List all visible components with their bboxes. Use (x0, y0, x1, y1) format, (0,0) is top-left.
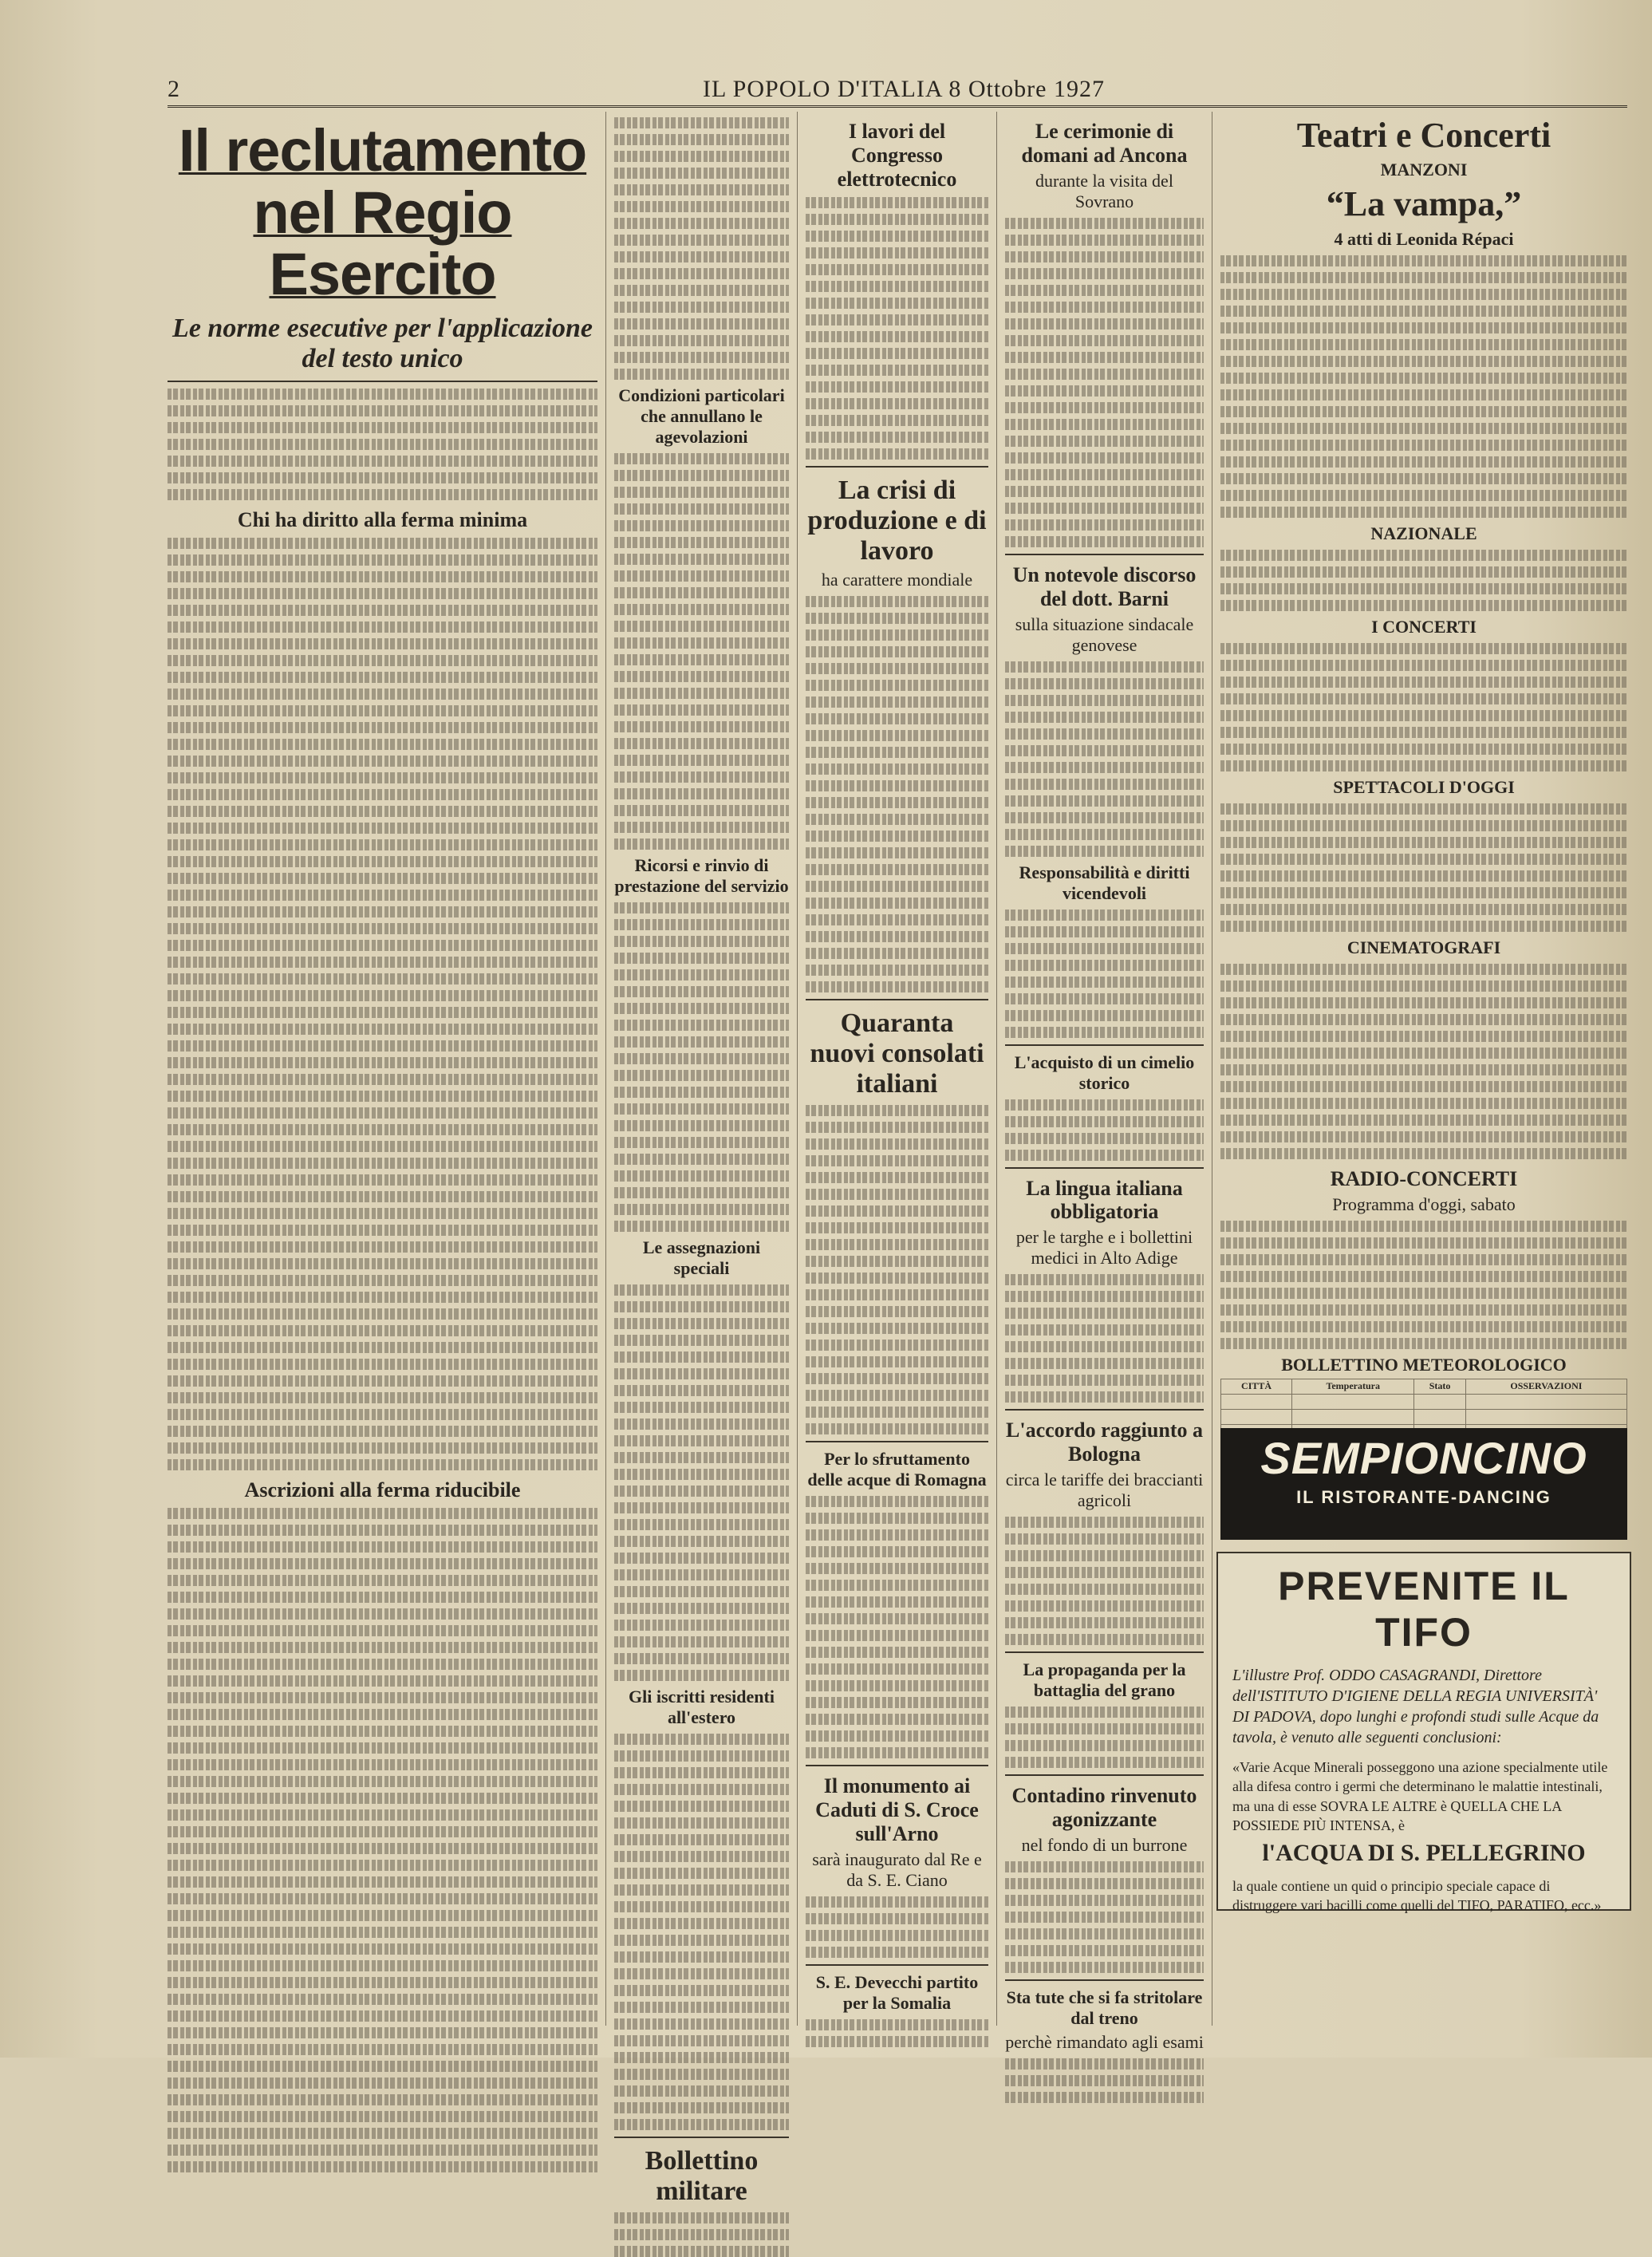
article-headline: L'acquisto di un cimelio storico (1014, 1052, 1195, 1093)
weather-header: OSSERVAZIONI (1465, 1379, 1626, 1394)
section-heading: SPETTACOLI D'OGGI (1333, 776, 1515, 797)
ad-brand: l'ACQUA DI S. PELLEGRINO (1262, 1840, 1586, 1867)
column-lead-article (160, 112, 606, 2026)
lead-headline: Il reclutamento nel Regio Esercito (178, 117, 587, 308)
theater-name: MANZONI (1380, 160, 1468, 180)
ad-sempioncino-name: SEMPIONCINO (1260, 1433, 1587, 1483)
article-subhead: sarà inaugurato dal Re e da S. E. Ciano (812, 1849, 982, 1890)
ad-title: PREVENITE IL TIFO (1278, 1564, 1570, 1655)
article-headline: L'accordo raggiunto a Bologna (1006, 1419, 1203, 1466)
article-subhead: sulla situazione sindacale genovese (1015, 614, 1194, 655)
section-heading: Le assegnazioni speciali (642, 1237, 761, 1278)
section-heading: Ricorsi e rinvio di prestazione del servizio (614, 855, 789, 896)
article-headline: I lavori del Congresso elettrotecnico (837, 120, 957, 191)
article-subhead: circa le tariffe dei braccianti agricoli (1005, 1470, 1204, 1511)
section-title-theater: Teatri e Concerti (1296, 116, 1551, 155)
article-headline: Le cerimonie di domani ad Ancona (1021, 120, 1188, 167)
article-headline: Sta tute che si fa stritolare dal treno (1006, 1987, 1203, 2028)
lead-subhead: Le norme esecutive per l'applicazione del testo unico (172, 314, 593, 374)
article-subhead: durante la visita del Sovrano (1035, 170, 1173, 211)
article-headline: La propaganda per la battaglia del grano (1023, 1659, 1186, 1701)
ad-prevenite-il-tifo (1216, 1552, 1631, 1914)
section-heading: CINEMATOGRAFI (1346, 937, 1501, 957)
article-headline: Un notevole discorso del dott. Barni (1012, 562, 1197, 610)
ad-sempioncino (1220, 1428, 1627, 1540)
ad-tail: la quale contiene un quid o principio speciale capace di distruggere vari bacilli come quelli del TIFO, PARATIFO, ecc.» (1232, 1878, 1602, 1914)
masthead (168, 73, 1627, 108)
ad-sempioncino-tagline: IL RISTORANTE-DANCING (1296, 1487, 1551, 1507)
section-heading: Gli iscritti residenti all'estero (629, 1687, 775, 1727)
bulletin-headline: Bollettino militare (645, 2146, 759, 2207)
column-four (997, 112, 1212, 2052)
weather-header: CITTÀ (1221, 1379, 1292, 1394)
section-heading: Chi ha diritto alla ferma minima (237, 508, 528, 532)
article-subhead: perchè rimandato agli esami (1005, 2031, 1204, 2052)
column-three (798, 112, 997, 2026)
weather-header: Stato (1414, 1379, 1465, 1394)
article-subhead: nel fondo di un burrone (1021, 1834, 1188, 1855)
section-heading: Condizioni particolari che annullano le agevolazioni (618, 385, 785, 447)
article-headline: S. E. Devecchi partito per la Somalia (815, 1971, 979, 2013)
article-headline: Per lo sfruttamento delle acque di Romagna (807, 1449, 987, 1490)
article-subhead: per le targhe e i bollettini medici in Alto Adige (1015, 1227, 1193, 1269)
section-heading: Ascrizioni alla ferma riducibile (244, 1478, 521, 1502)
section-heading: Responsabilità e diritti vicendevoli (1019, 862, 1190, 903)
play-subtitle: 4 atti di Leonida Répaci (1334, 228, 1514, 249)
play-title: “La vampa,” (1326, 184, 1522, 224)
ad-quote: «Varie Acque Minerali posseggono una azione specialmente utile alla difesa contro i germi che determinano le malattie intestinali, ma una di esse SOVRA LE ALTRE è QUELLA CHE LA POSSIEDE PIÙ INTENSA, è (1232, 1759, 1608, 1833)
article-headline: La lingua italiana obbligatoria (1026, 1176, 1183, 1224)
column-two (606, 112, 798, 2207)
column-theater (1212, 112, 1635, 1499)
masthead-title: IL POPOLO D'ITALIA 8 Ottobre 1927 (702, 76, 1105, 102)
article-headline: Quaranta nuovi consolati italiani (810, 1008, 984, 1099)
section-subheading: Programma d'oggi, sabato (1332, 1194, 1516, 1214)
weather-header: Temperatura (1292, 1379, 1414, 1394)
page-number: 2 (168, 76, 180, 102)
ad-body: L'illustre Prof. ODDO CASAGRANDI, Direttore dell'ISTITUTO D'IGIENE DELLA REGIA UNIVERSITÀ' DI PADOVA, dopo lunghi e profondi studi sulle Acque da tavola, è venuto alle seguenti conclusioni: (1232, 1667, 1599, 1746)
section-heading: BOLLETTINO METEOROLOGICO (1281, 1354, 1567, 1375)
article-headline: Contadino rinvenuto agonizzante (1011, 1784, 1197, 1832)
section-heading: RADIO-CONCERTI (1330, 1166, 1518, 1190)
article-headline: Il monumento ai Caduti di S. Croce sull'Arno (815, 1774, 979, 1845)
section-heading: NAZIONALE (1370, 523, 1477, 543)
section-heading: I CONCERTI (1371, 616, 1477, 637)
article-headline: La crisi di produzione e di lavoro (807, 475, 987, 566)
article-subhead: ha carattere mondiale (821, 569, 973, 590)
